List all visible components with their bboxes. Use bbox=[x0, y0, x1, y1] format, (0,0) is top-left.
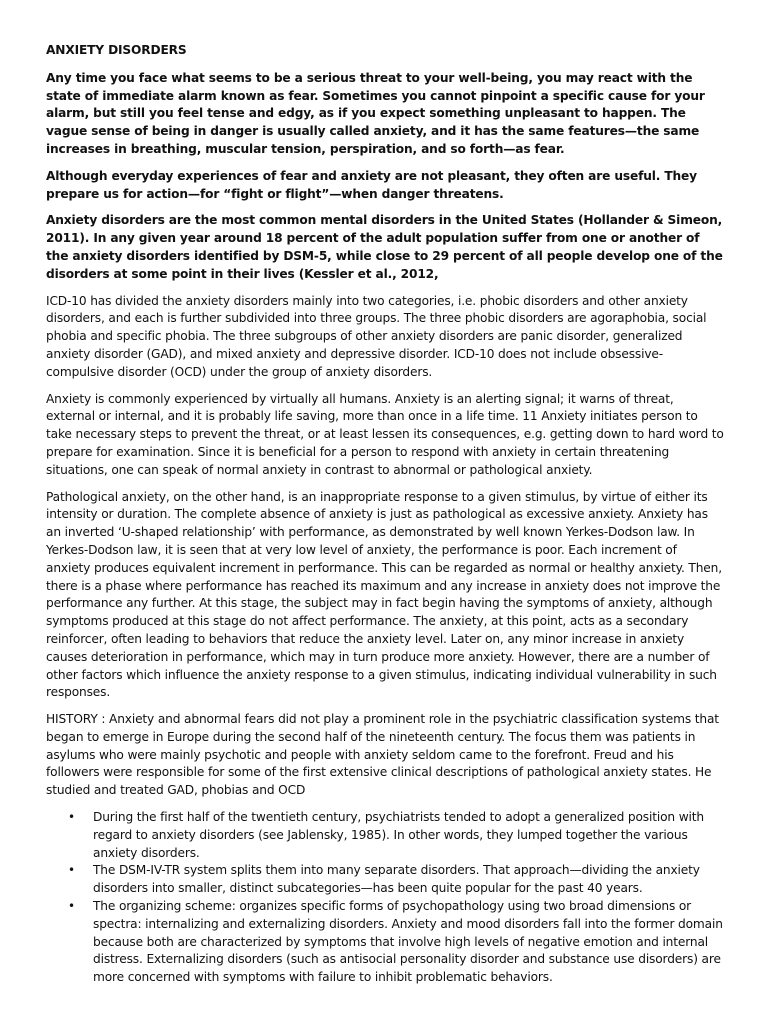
paragraph-normal-anxiety: Anxiety is commonly experienced by virtually all humans. Anxiety is an alerting signal; it warns of threat, external or internal, and it is probably life saving, more than once in a life time. 11 Anxiety initiates person to take necessary steps to prevent the threat, or at least lessen its consequences, e.g. getting down to hard word to prepare for examination. Since it is beneficial for a person to respond with anxiety in certain threatening situations, one can speak of normal anxiety in contrast to abnormal or pathological anxiety. bbox=[46, 391, 724, 477]
paragraph-history: HISTORY : Anxiety and abnormal fears did not play a prominent role in the psychiatric classification systems that began to emerge in Europe during the second half of the nineteenth century. The focus them was patients in asylums who were mainly psychotic and people with anxiety seldom came to the forefront. Freud and his followers were responsible for some of the first extensive clinical descriptions of pathological anxiety states. He studied and treated GAD, phobias and OCD bbox=[46, 712, 719, 798]
paragraph-pathological-anxiety: Pathological anxiety, on the other hand, is an inappropriate response to a given stimulus, by virtue of either its intensity or duration. The complete absence of anxiety is just as pathological as excessive anxiety. Anxiety has an inverted ‘U-shaped relationship’ with performance, as demonstrated by well known Yerkes-Dodson law. In Yerkes-Dodson law, it is seen that at very low level of anxiety, the performance is poor. Each increment of anxiety produces equivalent increment in performance. This can be regarded as normal or healthy anxiety. Then, there is a phase where performance has reached its maximum and any increase in anxiety does not improve the performance any further. At this stage, the subject may in fact begin having the symptoms of anxiety, although symptoms produced at this stage do not affect performance. The anxiety, at this point, acts as a secondary reinforcer, often leading to behaviors that reduce the anxiety level. Later on, any minor increase in anxiety causes deterioration in performance, which may in turn produce more anxiety. However, there are a number of other factors which influence the anxiety response to a given stimulus, indicating individual vulnerability in such responses. bbox=[46, 489, 722, 700]
paragraph-icd10: ICD-10 has divided the anxiety disorders mainly into two categories, i.e. phobic disorders and other anxiety disorders, and each is further subdivided into three groups. The three phobic disorders are agoraphobia, social phobia and specific phobia. The three subgroups of other anxiety disorders are panic disorder, generalized anxiety disorder (GAD), and mixed anxiety and depressive disorder. ICD-10 does not include obsessive-compulsive disorder (OCD) under the group of anxiety disorders. bbox=[46, 293, 707, 379]
bullet-icon: • bbox=[68, 810, 75, 825]
bullet-icon: • bbox=[68, 899, 75, 914]
intro-paragraph-prevalence: Anxiety disorders are the most common mental disorders in the United States (Hollander & Simeon, 2011). In any given year around 18 percent of the adult population suffer from one or another of the anxiety disorders identified by DSM-5, while close to 29 percent of all people develop one of the disorders at some point in their lives (Kessler et al., 2012, bbox=[46, 213, 723, 281]
intro-paragraph-usefulness: Although everyday experiences of fear and anxiety are not pleasant, they often are useful. They prepare us for action—for “fight or flight”—when danger threatens. bbox=[46, 168, 697, 201]
intro-paragraph-fear: Any time you face what seems to be a serious threat to your well-being, you may react with the state of immediate alarm known as fear. Sometimes you cannot pinpoint a specific cause for your alarm, but still you feel tense and edgy, as if you expect something unpleasant to happen. The vague sense of being in danger is usually called anxiety, and it has the same features—the same increases in breathing, muscular tension, perspiration, and so forth—as fear. bbox=[46, 70, 705, 156]
bullet-list bbox=[46, 809, 724, 987]
document-page bbox=[46, 42, 724, 987]
list-item-text: During the first half of the twentieth century, psychiatrists tended to adopt a generalized position with regard to anxiety disorders (see Jablensky, 1985). In other words, they lumped together the various anxiety disorders. bbox=[93, 810, 704, 860]
list-item bbox=[46, 862, 724, 898]
list-item-text: The DSM-IV-TR system splits them into many separate disorders. That approach—dividing the anxiety disorders into smaller, distinct subcategories—has been quite popular for the past 40 years. bbox=[93, 863, 700, 896]
list-item bbox=[46, 898, 724, 987]
list-item-text: The organizing scheme: organizes specific forms of psychopathology using two broad dimensions or spectra: internalizing and externalizing disorders. Anxiety and mood disorders fall into the former domain because both are characterized by symptoms that involve high levels of negative emotion and internal distress. Externalizing disorders (such as antisocial personality disorder and substance use disorders) are more concerned with symptoms with failure to inhibit problematic behaviors. bbox=[93, 899, 723, 985]
document-title: ANXIETY DISORDERS bbox=[46, 43, 187, 57]
bullet-icon: • bbox=[68, 863, 75, 878]
list-item bbox=[46, 809, 724, 862]
